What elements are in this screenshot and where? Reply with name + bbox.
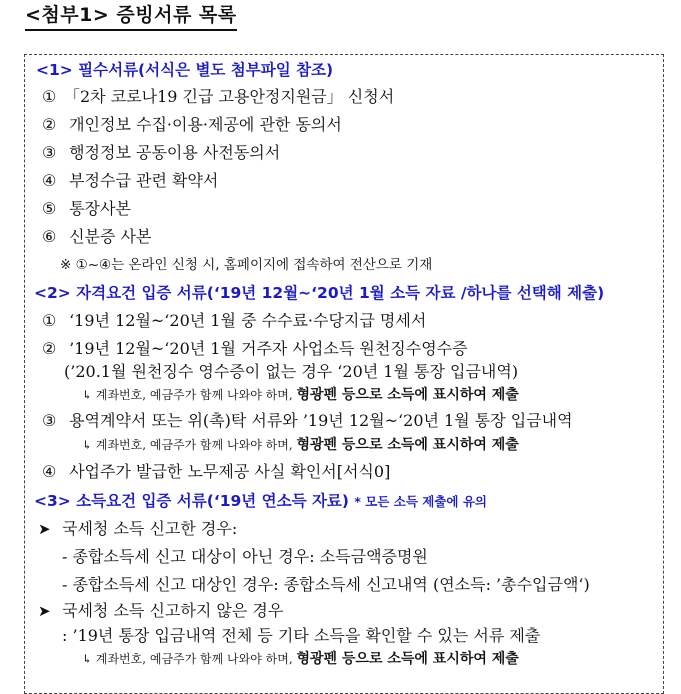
section-1-header: <1> 필수서류(서식은 별도 첨부파일 참조) — [36, 61, 334, 79]
list-item: ⑥ 신분증 사본 — [42, 227, 152, 246]
list-item: ① ‘19년 12월~‘20년 1월 중 수수료·수당지급 명세서 — [42, 311, 427, 330]
section-2-header: <2> 자격요건 입증 서류(‘19년 12월~‘20년 1월 소득 자료 /하나를 선택해 제출) — [34, 284, 605, 302]
list-item-subtext: - 종합소득세 신고 대상인 경우: 종합소득세 신고내역 (연소득: ’총수입금액‘) — [62, 575, 590, 594]
list-item-note: ↳ 계좌번호, 예금주가 함께 나와야 하며, 형광펜 등으로 소득에 표시하여 제출 — [82, 651, 519, 667]
list-item: ⑤ 통장사본 — [42, 199, 131, 218]
list-item: ① 「2차 코로나19 긴급 고용안정지원금」 신청서 — [42, 87, 395, 106]
page-title: <첨부1> 증빙서류 목록 — [25, 2, 237, 31]
list-item: ② ’19년 12월~‘20년 1월 거주자 사업소득 원천징수영수증 — [42, 339, 468, 358]
list-item: ➤ 국세청 소득 신고한 경우: — [38, 519, 238, 538]
arrow-icon: ➤ — [38, 520, 51, 538]
list-item-subtext: - 종합소득세 신고 대상이 아닌 경우: 소득금액증명원 — [62, 547, 428, 566]
list-item: ② 개인정보 수집·이용·제공에 관한 동의서 — [42, 115, 342, 134]
list-item: ➤ 국세청 소득 신고하지 않은 경우 — [38, 601, 284, 620]
list-item-subtext: : ’19년 통장 입금내역 전체 등 기타 소득을 확인할 수 있는 서류 제출 — [62, 626, 541, 645]
list-item: ③ 행정정보 공동이용 사전동의서 — [42, 143, 281, 162]
section-1-note: ※ ①~④는 온라인 신청 시, 홈페이지에 접속하여 전산으로 기재 — [60, 257, 433, 273]
list-item-note: ↳ 계좌번호, 예금주가 함께 나와야 하며, 형광펜 등으로 소득에 표시하여 제출 — [82, 387, 519, 403]
section-3-header: <3> 소득요건 입증 서류(‘19년 연소득 자료) * 모든 소득 제출에 유의 — [34, 492, 488, 510]
list-item: ④ 사업주가 발급한 노무제공 사실 확인서[서식0] — [42, 462, 391, 481]
list-item: ③ 용역계약서 또는 위(촉)탁 서류와 ’19년 12월~‘20년 1월 통장 입금내역 — [42, 411, 573, 430]
list-item-note: ↳ 계좌번호, 예금주가 함께 나와야 하며, 형광펜 등으로 소득에 표시하여 제출 — [82, 437, 519, 453]
list-item-subtext: (’20.1월 원천징수 영수증이 없는 경우 ‘20년 1월 통장 입금내역) — [64, 362, 519, 381]
arrow-icon: ➤ — [38, 602, 51, 620]
list-item: ④ 부정수급 관련 확약서 — [42, 171, 219, 190]
